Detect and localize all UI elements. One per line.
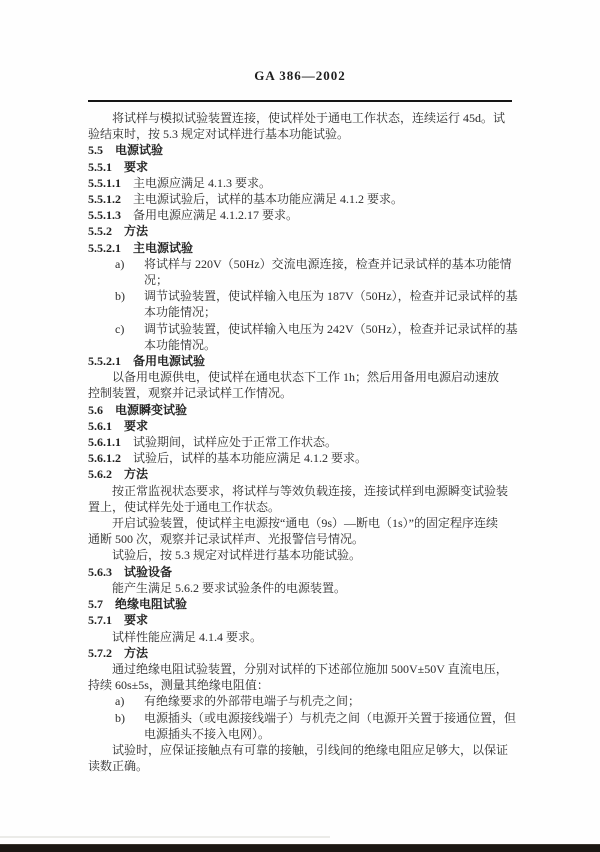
text-line — [88, 564, 516, 580]
clause-number: 5.6.1.2 — [88, 451, 121, 466]
text-line — [88, 223, 516, 239]
text-line — [88, 321, 516, 337]
text-line — [88, 612, 516, 628]
text-line — [88, 272, 516, 288]
document-header-code: GA 386—2002 — [254, 68, 346, 83]
text-line — [88, 531, 516, 547]
list-item-label: b) — [115, 710, 125, 725]
list-item-label: b) — [115, 289, 125, 304]
text-line — [88, 240, 516, 256]
text-line — [88, 483, 516, 499]
text-line — [88, 596, 516, 612]
text-line-content: 备用电源应满足 4.1.2.17 要求。 — [133, 208, 299, 223]
text-line-content: 主电源试验后，试样的基本功能应满足 4.1.2 要求。 — [133, 192, 404, 207]
text-line — [88, 677, 516, 693]
text-line — [88, 175, 516, 191]
text-line-content: 通过绝缘电阻试验装置，分别对试样的下述部位施加 500V±50V 直流电压， — [112, 661, 508, 676]
clause-number: 5.7.1 — [88, 613, 112, 628]
text-line — [88, 742, 516, 758]
text-line — [88, 418, 516, 434]
text-line-content: 试验后，按 5.3 规定对试样进行基本功能试验。 — [112, 548, 362, 563]
text-line-content: 按正常监视状态要求，将试样与等效负载连接，连接试样到电源瞬变试验装 — [112, 483, 509, 498]
text-line-content: 试验设备 — [124, 564, 173, 579]
text-line-content: 况； — [144, 273, 169, 288]
text-line — [88, 191, 516, 207]
list-item-label: a) — [115, 694, 125, 709]
text-line — [88, 710, 516, 726]
document-body — [88, 110, 516, 774]
text-line-content: 试验期间，试样应处于正常工作状态。 — [133, 435, 338, 450]
text-line-content: 将试样与模拟试验装置连接，使试样处于通电工作状态，连续运行 45d。试 — [112, 111, 506, 125]
text-line — [88, 499, 516, 515]
text-line-content: 有绝缘要求的外部带电端子与机壳之间； — [144, 694, 361, 709]
clause-number: 5.6.3 — [88, 564, 112, 579]
text-line — [88, 369, 516, 385]
text-line — [88, 142, 516, 158]
text-line-content: 电源试验 — [115, 143, 164, 158]
text-line-content: 方法 — [124, 645, 149, 660]
clause-number: 5.7.2 — [88, 645, 112, 660]
text-line — [88, 304, 516, 320]
text-line — [88, 645, 516, 661]
text-line — [88, 207, 516, 223]
clause-number: 5.5.2.1 — [88, 354, 121, 369]
text-line-content: 方法 — [124, 224, 149, 239]
text-line-content: 备用电源试验 — [133, 354, 206, 369]
text-line — [88, 256, 516, 272]
text-line-content: 试样性能应满足 4.1.4 要求。 — [112, 629, 263, 644]
text-line — [88, 758, 516, 774]
text-line-content: 读数正确。 — [88, 759, 149, 774]
clause-number: 5.5.1.1 — [88, 175, 121, 190]
text-line — [88, 629, 516, 645]
text-line — [88, 288, 516, 304]
text-line-content: 电源瞬变试验 — [115, 402, 188, 417]
text-line-content: 试验后，试样的基本功能应满足 4.1.2 要求。 — [133, 451, 368, 466]
text-line-content: 电源插头不接入电网）。 — [144, 726, 271, 741]
clause-number: 5.6.1.1 — [88, 435, 121, 450]
clause-number: 5.7 — [88, 597, 103, 612]
text-line-content: 持续 60s±5s，测量其绝缘电阻值： — [88, 678, 269, 693]
clause-number: 5.5 — [88, 143, 103, 158]
text-line-content: 本功能情况； — [144, 305, 217, 320]
text-line — [88, 547, 516, 563]
text-line — [88, 466, 516, 482]
clause-number: 5.5.2 — [88, 224, 112, 239]
text-line — [88, 337, 516, 353]
text-line-content: 调节试验装置，使试样输入电压为 242V（50Hz），检查并记录试样的基 — [144, 321, 518, 336]
clause-number: 5.5.1 — [88, 159, 112, 174]
page-bottom-edge — [0, 844, 600, 852]
text-line — [88, 159, 516, 175]
clause-number: 5.6.2 — [88, 467, 112, 482]
text-line — [88, 726, 516, 742]
text-line-content: 主电源应满足 4.1.3 要求。 — [133, 175, 272, 190]
clause-number: 5.5.1.2 — [88, 192, 121, 207]
text-line-content: 要求 — [124, 418, 149, 433]
clause-number: 5.6.1 — [88, 418, 112, 433]
scan-smudge — [0, 836, 330, 838]
text-line-content: 电源插头（或电源接线端子）与机壳之间（电源开关置于接通位置，但 — [144, 710, 517, 725]
text-line-content: 置上，使试样先处于通电工作状态。 — [88, 499, 281, 514]
list-item-label: a) — [115, 256, 125, 271]
text-line-content: 方法 — [124, 467, 149, 482]
text-line — [88, 353, 516, 369]
text-line — [88, 661, 516, 677]
text-line-content: 验结束时，按 5.3 规定对试样进行基本功能试验。 — [88, 127, 350, 142]
text-line-content: 通断 500 次，观察并记录试样声、光报警信号情况。 — [88, 532, 365, 547]
text-line — [88, 126, 516, 142]
clause-number: 5.5.2.1 — [88, 240, 121, 255]
list-item-label: c) — [115, 321, 125, 336]
text-line — [88, 385, 516, 401]
clause-number: 5.6 — [88, 402, 103, 417]
text-line-content: 以备用电源供电，使试样在通电状态下工作 1h；然后用备用电源启动速放 — [112, 370, 500, 385]
text-line-content: 开启试验装置，使试样主电源按“通电（9s）—断电（1s）”的固定程序连续 — [112, 516, 498, 531]
text-line-content: 能产生满足 5.6.2 要求试验条件的电源装置。 — [112, 580, 347, 595]
text-line — [88, 402, 516, 418]
text-line — [88, 110, 516, 126]
text-line — [88, 693, 516, 709]
text-line — [88, 580, 516, 596]
clause-number: 5.5.1.3 — [88, 208, 121, 223]
text-line-content: 试验时，应保证接触点有可靠的接触，引线间的绝缘电阻应足够大，以保证 — [112, 742, 509, 757]
text-line-content: 要求 — [124, 159, 149, 174]
text-line-content: 将试样与 220V（50Hz）交流电源连接，检查并记录试样的基本功能情 — [144, 256, 512, 271]
text-line — [88, 434, 516, 450]
text-line-content: 绝缘电阻试验 — [115, 597, 188, 612]
text-line-content: 要求 — [124, 613, 149, 628]
text-line-content: 主电源试验 — [133, 240, 194, 255]
text-line — [88, 515, 516, 531]
header-rule — [88, 100, 512, 102]
text-line-content: 调节试验装置，使试样输入电压为 187V（50Hz），检查并记录试样的基 — [144, 289, 518, 304]
text-line-content: 控制装置，观察并记录试样工作情况。 — [88, 386, 293, 401]
text-line-content: 本功能情况。 — [144, 337, 217, 352]
text-line — [88, 450, 516, 466]
